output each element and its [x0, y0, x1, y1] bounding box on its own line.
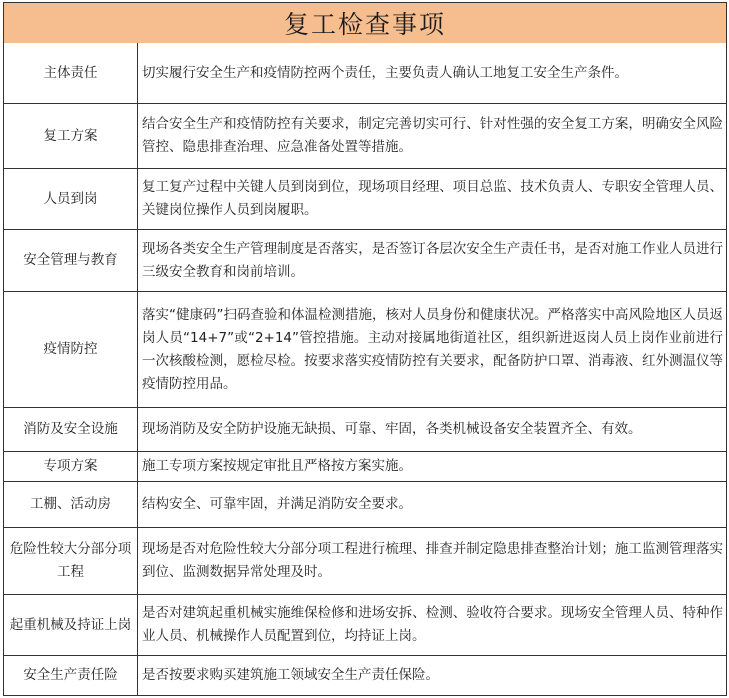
row-label: 人员到岗 — [3, 169, 137, 230]
table-row-lifting-machinery — [3, 595, 727, 656]
table-row-hazardous-works — [3, 528, 727, 595]
row-content: 结合安全生产和疫情防控有关要求，制定完善切实可行、针对性强的安全复工方案，明确安全风险管控、隐患排查治理、应急准备处置等措施。 — [137, 104, 727, 169]
table-row-resumption-plan — [3, 104, 727, 169]
row-content: 现场消防及安全防护设施无缺损、可靠、牢固，各类机械设备安全装置齐全、有效。 — [137, 408, 727, 452]
table-row-liability-insurance — [3, 656, 727, 696]
row-content: 施工专项方案按规定审批且严格按方案实施。 — [137, 452, 727, 482]
row-content: 落实“健康码”扫码查验和体温检测措施，核对人员身份和健康状况。严格落实中高风险地区人员返岗人员“14+7”或“2+14”管控措施。主动对接属地街道社区，组织新进返岗人员上岗作业前进行一次核酸检测，愿检尽检。按要求落实疫情防控有关要求，配备防护口罩、消毒液、红外测温仪等疫情防控用品。 — [137, 292, 727, 408]
checklist-sheet — [3, 2, 727, 696]
row-label: 专项方案 — [3, 452, 137, 482]
row-content: 现场各类安全生产管理制度是否落实，是否签订各层次安全生产责任书，是否对施工作业人员进行三级安全教育和岗前培训。 — [137, 230, 727, 292]
row-content: 复工复产过程中关键人员到岗到位，现场项目经理、项目总监、技术负责人、专职安全管理人员、关键岗位操作人员到岗履职。 — [137, 169, 727, 230]
row-label: 安全生产责任险 — [3, 656, 137, 696]
table-row-fire-safety-facilities — [3, 408, 727, 452]
sheet-title: 复工检查事项 — [3, 2, 727, 44]
table-row-safety-management — [3, 230, 727, 292]
table-row-epidemic-control — [3, 292, 727, 408]
row-label: 消防及安全设施 — [3, 408, 137, 452]
row-content: 现场是否对危险性较大分部分项工程进行梳理、排查并制定隐患排查整治计划；施工监测管理落实到位、监测数据异常处理及时。 — [137, 528, 727, 595]
table-row-staff-on-duty — [3, 169, 727, 230]
row-content: 结构安全、可靠牢固，并满足消防安全要求。 — [137, 482, 727, 528]
row-label: 复工方案 — [3, 104, 137, 169]
table-row-main-responsibility — [3, 43, 727, 104]
row-label: 危险性较大分部分项工程 — [3, 528, 137, 595]
row-label: 疫情防控 — [3, 292, 137, 408]
table-row-special-plan — [3, 452, 727, 482]
row-content: 是否按要求购买建筑施工领域安全生产责任保险。 — [137, 656, 727, 696]
row-label: 起重机械及持证上岗 — [3, 595, 137, 656]
row-content: 切实履行安全生产和疫情防控两个责任，主要负责人确认工地复工安全生产条件。 — [137, 43, 727, 104]
table-row-temporary-housing — [3, 482, 727, 528]
row-label: 工棚、活动房 — [3, 482, 137, 528]
row-content: 是否对建筑起重机械实施维保检修和进场安拆、检测、验收符合要求。现场安全管理人员、特种作业人员、机械操作人员配置到位，均持证上岗。 — [137, 595, 727, 656]
row-label: 主体责任 — [3, 43, 137, 104]
row-label: 安全管理与教育 — [3, 230, 137, 292]
